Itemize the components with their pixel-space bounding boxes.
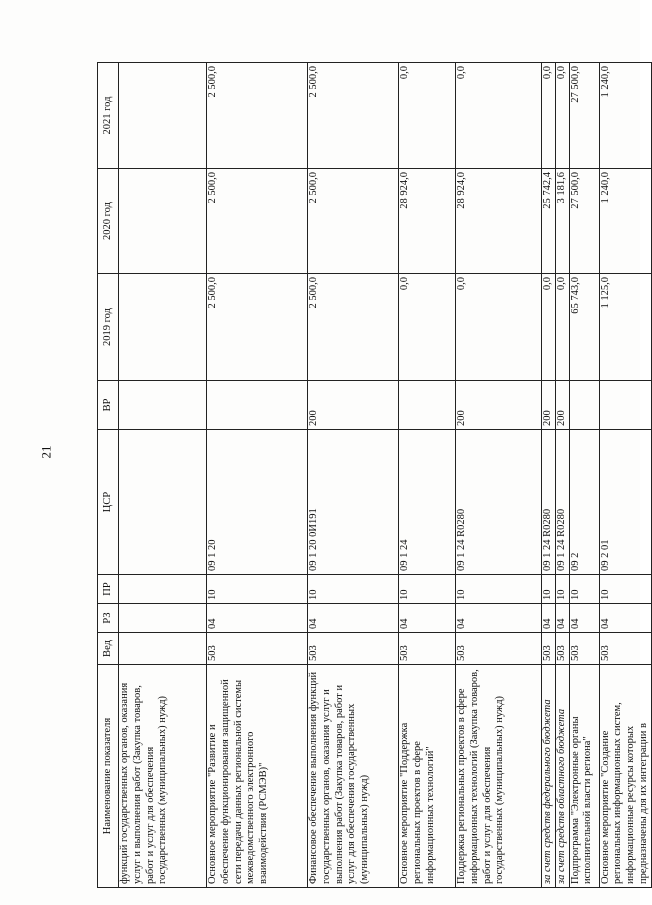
cell-name: функций государственных органов, оказания услуг и выполнения работ (Закупка товаров, работ и услуг для обеспечения государственных (муниципальных) нужд) bbox=[119, 665, 207, 888]
table-row bbox=[456, 63, 542, 888]
cell-rz: 04 bbox=[599, 604, 651, 633]
cell-ved: 503 bbox=[399, 633, 456, 665]
cell-name: Подпрограмма "Электронные органы исполнительной власти региона" bbox=[569, 665, 599, 888]
budget-table bbox=[97, 62, 652, 888]
cell-name: за счет средств областного бюджета bbox=[555, 665, 569, 888]
cell-rz: 04 bbox=[308, 604, 399, 633]
cell-vr bbox=[207, 381, 308, 430]
cell-2020: 27 500,0 bbox=[569, 169, 599, 274]
cell-2020: 28 924,0 bbox=[456, 169, 542, 274]
cell-vr bbox=[599, 381, 651, 430]
header-2020: 2020 год bbox=[98, 169, 119, 274]
table-body bbox=[119, 63, 652, 888]
cell-2020 bbox=[119, 169, 207, 274]
cell-csr: 09 2 bbox=[569, 430, 599, 575]
cell-name: за счет средств федерального бюджета bbox=[542, 665, 556, 888]
page-number: 21 bbox=[38, 445, 54, 459]
table-header-row bbox=[98, 63, 119, 888]
cell-2021: 1 240,0 bbox=[599, 63, 651, 169]
cell-name: Основное мероприятие "Развитие и обеспечение функционирования защищенной сети передачи данных региональной системы межведомственного электронного взаимодействия (РСМЭВ)" bbox=[207, 665, 308, 888]
cell-2021: 0,0 bbox=[456, 63, 542, 169]
cell-pr bbox=[119, 575, 207, 604]
cell-2020: 2 500,0 bbox=[207, 169, 308, 274]
header-ved: Вед bbox=[98, 633, 119, 665]
cell-name: Поддержка региональных проектов в сфере информационных технологий (Закупка товаров, работ и услуг для обеспечения государственных (муниципальных) нужд) bbox=[456, 665, 542, 888]
cell-2021: 2 500,0 bbox=[308, 63, 399, 169]
cell-rz: 04 bbox=[569, 604, 599, 633]
cell-rz: 04 bbox=[456, 604, 542, 633]
cell-2021: 0,0 bbox=[399, 63, 456, 169]
cell-2021: 0,0 bbox=[555, 63, 569, 169]
cell-pr: 10 bbox=[569, 575, 599, 604]
header-vr: ВР bbox=[98, 381, 119, 430]
cell-vr: 200 bbox=[555, 381, 569, 430]
table-row bbox=[308, 63, 399, 888]
cell-vr bbox=[119, 381, 207, 430]
cell-ved: 503 bbox=[555, 633, 569, 665]
cell-rz: 04 bbox=[207, 604, 308, 633]
table-row bbox=[207, 63, 308, 888]
cell-2021 bbox=[119, 63, 207, 169]
cell-2019: 0,0 bbox=[555, 274, 569, 381]
table-row bbox=[569, 63, 599, 888]
table-row bbox=[399, 63, 456, 888]
cell-ved: 503 bbox=[542, 633, 556, 665]
cell-name: Основное мероприятие "Поддержка региональных проектов в сфере информационных технологий" bbox=[399, 665, 456, 888]
cell-vr bbox=[399, 381, 456, 430]
cell-pr: 10 bbox=[599, 575, 651, 604]
cell-rz bbox=[119, 604, 207, 633]
cell-ved: 503 bbox=[569, 633, 599, 665]
cell-2020: 1 240,0 bbox=[599, 169, 651, 274]
header-name: Наименование показателя bbox=[98, 665, 119, 888]
cell-pr: 10 bbox=[207, 575, 308, 604]
cell-2020: 28 924,0 bbox=[399, 169, 456, 274]
cell-2020: 3 181,6 bbox=[555, 169, 569, 274]
cell-2019: 1 125,0 bbox=[599, 274, 651, 381]
header-2019: 2019 год bbox=[98, 274, 119, 381]
cell-2019: 2 500,0 bbox=[308, 274, 399, 381]
cell-csr: 09 1 24 R0280 bbox=[555, 430, 569, 575]
table-row bbox=[599, 63, 651, 888]
table-row bbox=[119, 63, 207, 888]
cell-2020: 2 500,0 bbox=[308, 169, 399, 274]
cell-2021: 0,0 bbox=[542, 63, 556, 169]
cell-ved: 503 bbox=[207, 633, 308, 665]
cell-name: Основное мероприятие "Создание региональных информационных систем, информационные ресурсы которых предназначены для их интеграции в bbox=[599, 665, 651, 888]
cell-csr: 09 2 01 bbox=[599, 430, 651, 575]
cell-pr: 10 bbox=[399, 575, 456, 604]
cell-2020: 25 742,4 bbox=[542, 169, 556, 274]
cell-csr: 09 1 24 R0280 bbox=[456, 430, 542, 575]
cell-pr: 10 bbox=[308, 575, 399, 604]
cell-csr bbox=[119, 430, 207, 575]
table-row bbox=[542, 63, 556, 888]
cell-ved: 503 bbox=[599, 633, 651, 665]
cell-vr: 200 bbox=[542, 381, 556, 430]
header-rz: РЗ bbox=[98, 604, 119, 633]
cell-2019: 65 743,0 bbox=[569, 274, 599, 381]
cell-ved bbox=[119, 633, 207, 665]
cell-csr: 09 1 24 R0280 bbox=[542, 430, 556, 575]
cell-2021: 27 500,0 bbox=[569, 63, 599, 169]
header-pr: ПР bbox=[98, 575, 119, 604]
table-row bbox=[555, 63, 569, 888]
cell-csr: 09 1 20 0И191 bbox=[308, 430, 399, 575]
header-csr: ЦСР bbox=[98, 430, 119, 575]
cell-ved: 503 bbox=[456, 633, 542, 665]
cell-rz: 04 bbox=[555, 604, 569, 633]
cell-pr: 10 bbox=[555, 575, 569, 604]
cell-pr: 10 bbox=[542, 575, 556, 604]
header-2021: 2021 год bbox=[98, 63, 119, 169]
cell-ved: 503 bbox=[308, 633, 399, 665]
cell-rz: 04 bbox=[542, 604, 556, 633]
cell-csr: 09 1 24 bbox=[399, 430, 456, 575]
cell-vr: 200 bbox=[308, 381, 399, 430]
cell-2019 bbox=[119, 274, 207, 381]
cell-rz: 04 bbox=[399, 604, 456, 633]
cell-pr: 10 bbox=[456, 575, 542, 604]
cell-2019: 0,0 bbox=[456, 274, 542, 381]
cell-2019: 2 500,0 bbox=[207, 274, 308, 381]
rotated-table-container bbox=[97, 63, 649, 888]
cell-name: Финансовое обеспечение выполнения функций государственных органов, оказания услуг и выполнения работ (Закупка товаров, работ и услуг для обеспечения государственных (муниципальных) нужд) bbox=[308, 665, 399, 888]
cell-2019: 0,0 bbox=[542, 274, 556, 381]
cell-2021: 2 500,0 bbox=[207, 63, 308, 169]
cell-vr: 200 bbox=[456, 381, 542, 430]
cell-vr bbox=[569, 381, 599, 430]
cell-csr: 09 1 20 bbox=[207, 430, 308, 575]
cell-2019: 0,0 bbox=[399, 274, 456, 381]
